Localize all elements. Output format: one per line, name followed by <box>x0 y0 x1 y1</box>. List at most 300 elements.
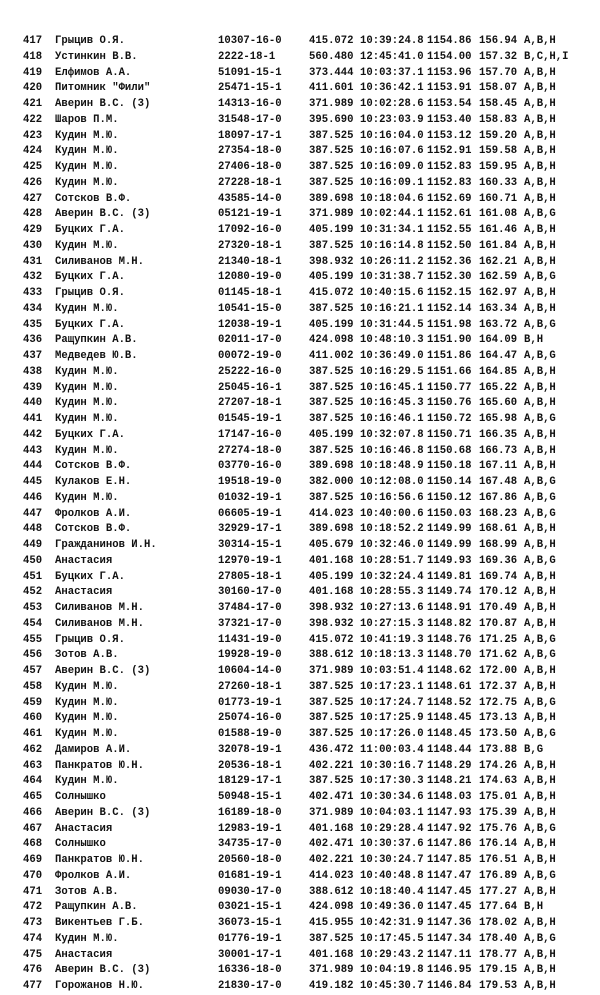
arrival-time: 10:17:45.5 <box>360 932 424 945</box>
speed: 1150.18 <box>427 460 472 473</box>
distance: 398.932 <box>309 602 354 614</box>
distance: 415.955 <box>309 917 354 929</box>
distance: 398.932 <box>309 617 354 630</box>
points: 157.70 <box>479 66 518 79</box>
points: 160.33 <box>479 176 518 189</box>
participant-name: Елфимов А.А. <box>55 66 132 79</box>
points: 165.22 <box>479 381 518 394</box>
arrival-time: 10:18:40.4 <box>360 885 424 898</box>
points: 175.76 <box>479 822 518 835</box>
points: 162.21 <box>479 255 518 268</box>
distance: 436.472 <box>309 743 354 756</box>
row-number: 452 <box>23 586 43 599</box>
points: 174.26 <box>479 759 518 772</box>
arrival-time: 10:23:03.9 <box>360 113 424 126</box>
speed: 1148.82 <box>427 617 472 630</box>
ring-number: 36073-15-1 <box>218 917 282 929</box>
ring-number: 27207-18-1 <box>218 397 282 410</box>
arrival-time: 10:49:36.0 <box>360 901 424 914</box>
row-number: 423 <box>23 129 43 142</box>
speed: 1154.86 <box>427 35 472 47</box>
speed: 1151.66 <box>427 365 472 378</box>
participant-name: Фролков А.И. <box>55 869 132 882</box>
row-number: 465 <box>23 791 43 803</box>
flags: A,B,H <box>524 161 556 173</box>
flags: A,B,H <box>524 665 556 677</box>
arrival-time: 10:03:37.1 <box>360 66 424 79</box>
arrival-time: 10:18:52.2 <box>360 523 424 536</box>
row-number: 431 <box>23 255 43 268</box>
ring-number: 10604-14-0 <box>218 665 282 677</box>
participant-name: Кудин М.Ю. <box>55 302 119 315</box>
row-number: 428 <box>23 208 43 221</box>
arrival-time: 10:42:31.9 <box>360 917 424 929</box>
speed: 1148.91 <box>427 602 472 614</box>
row-number: 476 <box>23 964 43 977</box>
participant-name: Кудин М.Ю. <box>55 129 119 142</box>
arrival-time: 11:00:03.4 <box>360 743 424 756</box>
points: 161.08 <box>479 208 518 221</box>
arrival-time: 10:18:04.6 <box>360 192 424 205</box>
points: 177.27 <box>479 885 518 898</box>
speed: 1148.44 <box>427 743 472 756</box>
flags: A,B,H <box>524 460 556 473</box>
points: 159.20 <box>479 129 518 142</box>
row-number: 471 <box>23 885 43 898</box>
arrival-time: 10:36:42.1 <box>360 82 424 95</box>
speed: 1147.45 <box>427 901 472 914</box>
distance: 419.182 <box>309 980 354 992</box>
row-number: 427 <box>23 192 43 205</box>
speed: 1149.74 <box>427 586 472 599</box>
row-number: 417 <box>23 35 43 47</box>
speed: 1148.52 <box>427 696 472 709</box>
speed: 1152.15 <box>427 287 472 299</box>
arrival-time: 10:41:19.3 <box>360 633 424 646</box>
points: 169.36 <box>479 554 518 567</box>
participant-name: Дамиров А.И. <box>55 743 132 756</box>
speed: 1147.45 <box>427 885 472 898</box>
arrival-time: 10:16:21.1 <box>360 302 424 315</box>
arrival-time: 10:40:15.6 <box>360 287 424 299</box>
arrival-time: 10:31:38.7 <box>360 271 424 284</box>
flags: A,B,G <box>524 822 556 835</box>
flags: A,B,G <box>524 491 556 504</box>
points: 161.84 <box>479 239 518 252</box>
flags: A,B,H <box>524 523 556 536</box>
participant-name: Панкратов Ю.Н. <box>55 854 145 866</box>
points: 170.87 <box>479 617 518 630</box>
speed: 1151.98 <box>427 318 472 331</box>
flags: A,B,H <box>524 838 556 851</box>
arrival-time: 10:16:09.1 <box>360 176 424 189</box>
row-number: 420 <box>23 82 43 95</box>
distance: 388.612 <box>309 649 354 662</box>
distance: 398.932 <box>309 255 354 268</box>
arrival-time: 10:26:11.2 <box>360 255 424 268</box>
arrival-time: 10:45:30.7 <box>360 980 424 992</box>
row-number: 454 <box>23 617 43 630</box>
ring-number: 20560-18-0 <box>218 854 282 866</box>
row-number: 461 <box>23 728 43 740</box>
points: 159.58 <box>479 145 518 158</box>
arrival-time: 10:16:09.0 <box>360 161 424 173</box>
distance: 415.072 <box>309 35 354 47</box>
flags: A,B,H <box>524 113 556 126</box>
row-number: 438 <box>23 365 43 378</box>
points: 172.75 <box>479 696 518 709</box>
participant-name: Анастасия <box>55 554 113 567</box>
row-number: 464 <box>23 775 43 788</box>
ring-number: 12038-19-1 <box>218 318 282 331</box>
flags: A,B,G <box>524 413 556 425</box>
ring-number: 12983-19-1 <box>218 822 282 835</box>
ring-number: 19928-19-0 <box>218 649 282 662</box>
participant-name: Анастасия <box>55 586 113 599</box>
speed: 1148.62 <box>427 665 472 677</box>
arrival-time: 10:48:10.3 <box>360 334 424 347</box>
distance: 401.168 <box>309 948 354 961</box>
flags: A,B,H <box>524 680 556 693</box>
flags: A,B,H <box>524 980 556 992</box>
arrival-time: 10:32:46.0 <box>360 539 424 551</box>
flags: A,B,H <box>524 444 556 457</box>
points: 156.94 <box>479 35 518 47</box>
participant-name: Солнышко <box>55 791 106 803</box>
ring-number: 30001-17-1 <box>218 948 282 961</box>
ring-number: 17147-16-0 <box>218 428 282 441</box>
flags: A,B,G <box>524 649 556 662</box>
distance: 387.525 <box>309 129 354 142</box>
participant-name: Аверин В.С. (3) <box>55 665 151 677</box>
speed: 1147.34 <box>427 932 472 945</box>
speed: 1150.77 <box>427 381 472 394</box>
points: 164.09 <box>479 334 518 347</box>
flags: A,B,H <box>524 428 556 441</box>
participant-name: Фролков А.И. <box>55 507 132 520</box>
participant-name: Кудин М.Ю. <box>55 413 119 425</box>
distance: 387.525 <box>309 161 354 173</box>
distance: 387.525 <box>309 680 354 693</box>
row-number: 474 <box>23 932 43 945</box>
arrival-time: 10:28:55.3 <box>360 586 424 599</box>
distance: 395.690 <box>309 113 354 126</box>
participant-name: Анастасия <box>55 822 113 835</box>
points: 177.64 <box>479 901 518 914</box>
participant-name: Кудин М.Ю. <box>55 397 119 410</box>
distance: 405.679 <box>309 539 354 551</box>
speed: 1147.36 <box>427 917 472 929</box>
flags: A,B,H <box>524 948 556 961</box>
speed: 1150.03 <box>427 507 472 520</box>
distance: 405.199 <box>309 428 354 441</box>
ring-number: 27320-18-1 <box>218 239 282 252</box>
flags: A,B,H <box>524 917 556 929</box>
arrival-time: 10:30:37.6 <box>360 838 424 851</box>
flags: A,B,H <box>524 287 556 299</box>
distance: 387.525 <box>309 145 354 158</box>
speed: 1149.93 <box>427 554 472 567</box>
ring-number: 12970-19-1 <box>218 554 282 567</box>
points: 168.23 <box>479 507 518 520</box>
points: 172.00 <box>479 665 518 677</box>
row-number: 429 <box>23 224 43 236</box>
flags: A,B,H <box>524 539 556 551</box>
participant-name: Силиванов М.Н. <box>55 602 145 614</box>
flags: A,B,H <box>524 192 556 205</box>
distance: 387.525 <box>309 728 354 740</box>
row-number: 468 <box>23 838 43 851</box>
arrival-time: 10:16:14.8 <box>360 239 424 252</box>
speed: 1147.85 <box>427 854 472 866</box>
ring-number: 18097-17-1 <box>218 129 282 142</box>
row-number: 434 <box>23 302 43 315</box>
arrival-time: 10:02:44.1 <box>360 208 424 221</box>
ring-number: 25222-16-0 <box>218 365 282 378</box>
flags: A,B,H <box>524 791 556 803</box>
speed: 1152.91 <box>427 145 472 158</box>
ring-number: 06605-19-1 <box>218 507 282 520</box>
points: 169.74 <box>479 570 518 583</box>
flags: A,B,H <box>524 602 556 614</box>
ring-number: 37484-17-0 <box>218 602 282 614</box>
participant-name: Медведев Ю.В. <box>55 350 138 362</box>
speed: 1146.84 <box>427 980 472 992</box>
ring-number: 10541-15-0 <box>218 302 282 315</box>
speed: 1152.83 <box>427 176 472 189</box>
participant-name: Питомник "Фили" <box>55 82 151 95</box>
row-number: 456 <box>23 649 43 662</box>
row-number: 422 <box>23 113 43 126</box>
ring-number: 27228-18-1 <box>218 176 282 189</box>
ring-number: 03770-16-0 <box>218 460 282 473</box>
ring-number: 31548-17-0 <box>218 113 282 126</box>
arrival-time: 10:18:13.3 <box>360 649 424 662</box>
participant-name: Кудин М.Ю. <box>55 696 119 709</box>
speed: 1152.36 <box>427 255 472 268</box>
arrival-time: 10:32:24.4 <box>360 570 424 583</box>
ring-number: 01681-19-1 <box>218 869 282 882</box>
points: 166.73 <box>479 444 518 457</box>
speed: 1147.47 <box>427 869 472 882</box>
flags: A,B,H <box>524 617 556 630</box>
ring-number: 01032-19-1 <box>218 491 282 504</box>
participant-name: Кудин М.Ю. <box>55 176 119 189</box>
speed: 1152.50 <box>427 239 472 252</box>
ring-number: 25074-16-0 <box>218 712 282 725</box>
row-number: 457 <box>23 665 43 677</box>
speed: 1152.61 <box>427 208 472 221</box>
speed: 1148.76 <box>427 633 472 646</box>
arrival-time: 10:17:24.7 <box>360 696 424 709</box>
distance: 389.698 <box>309 460 354 473</box>
speed: 1148.70 <box>427 649 472 662</box>
row-number: 475 <box>23 948 43 961</box>
points: 171.25 <box>479 633 518 646</box>
row-number: 430 <box>23 239 43 252</box>
arrival-time: 10:40:48.8 <box>360 869 424 882</box>
distance: 560.480 <box>309 50 354 63</box>
ring-number: 19518-19-0 <box>218 476 282 488</box>
participant-name: Сотсков В.Ф. <box>55 523 132 536</box>
arrival-time: 10:12:08.0 <box>360 476 424 488</box>
row-number: 466 <box>23 806 43 819</box>
ring-number: 01773-19-1 <box>218 696 282 709</box>
ring-number: 14313-16-0 <box>218 98 282 110</box>
participant-name: Анастасия <box>55 948 113 961</box>
distance: 414.023 <box>309 507 354 520</box>
row-number: 455 <box>23 633 43 646</box>
flags: A,B,G <box>524 318 556 331</box>
ring-number: 17092-16-0 <box>218 224 282 236</box>
points: 158.07 <box>479 82 518 95</box>
arrival-time: 10:30:16.7 <box>360 759 424 772</box>
arrival-time: 10:16:45.3 <box>360 397 424 410</box>
arrival-time: 10:16:46.8 <box>360 444 424 457</box>
speed: 1150.68 <box>427 444 472 457</box>
row-number: 435 <box>23 318 43 331</box>
flags: A,B,H <box>524 854 556 866</box>
flags: A,B,G <box>524 728 556 740</box>
arrival-time: 12:45:41.0 <box>360 50 424 63</box>
arrival-time: 10:17:26.0 <box>360 728 424 740</box>
participant-name: Кудин М.Ю. <box>55 161 119 173</box>
flags: A,B,G <box>524 633 556 646</box>
distance: 371.989 <box>309 806 354 819</box>
flags: B,H <box>524 334 544 347</box>
participant-name: Сотсков В.Ф. <box>55 192 132 205</box>
points: 178.02 <box>479 917 518 929</box>
arrival-time: 10:31:34.1 <box>360 224 424 236</box>
speed: 1148.29 <box>427 759 472 772</box>
flags: A,B,H <box>524 82 556 95</box>
ring-number: 30314-15-1 <box>218 539 282 551</box>
ring-number: 02011-17-0 <box>218 334 282 347</box>
points: 170.12 <box>479 586 518 599</box>
speed: 1150.76 <box>427 397 472 410</box>
flags: A,B,H <box>524 302 556 315</box>
flags: A,B,G <box>524 932 556 945</box>
distance: 415.072 <box>309 633 354 646</box>
points: 178.77 <box>479 948 518 961</box>
participant-name: Кудин М.Ю. <box>55 145 119 158</box>
arrival-time: 10:04:19.8 <box>360 964 424 977</box>
speed: 1150.12 <box>427 491 472 504</box>
row-number: 459 <box>23 696 43 709</box>
arrival-time: 10:31:44.5 <box>360 318 424 331</box>
ring-number: 20536-18-1 <box>218 759 282 772</box>
flags: A,B,H <box>524 35 556 47</box>
row-number: 425 <box>23 161 43 173</box>
ring-number: 27274-18-0 <box>218 444 282 457</box>
speed: 1147.93 <box>427 806 472 819</box>
points: 165.98 <box>479 413 518 425</box>
row-number: 458 <box>23 680 43 693</box>
flags: A,B,H <box>524 66 556 79</box>
distance: 415.072 <box>309 287 354 299</box>
participant-name: Силиванов М.Н. <box>55 255 145 268</box>
arrival-time: 10:30:24.7 <box>360 854 424 866</box>
speed: 1152.69 <box>427 192 472 205</box>
participant-name: Кудин М.Ю. <box>55 728 119 740</box>
participant-name: Аверин В.С. (3) <box>55 964 151 977</box>
ring-number: 50948-15-1 <box>218 791 282 803</box>
distance: 405.199 <box>309 224 354 236</box>
flags: A,B,G <box>524 271 556 284</box>
row-number: 473 <box>23 917 43 929</box>
ring-number: 27260-18-1 <box>218 680 282 693</box>
participant-name: Кудин М.Ю. <box>55 680 119 693</box>
flags: A,B,H <box>524 255 556 268</box>
participant-name: Кудин М.Ю. <box>55 444 119 457</box>
flags: A,B,H <box>524 239 556 252</box>
ring-number: 01145-18-1 <box>218 287 282 299</box>
row-number: 445 <box>23 476 43 488</box>
points: 176.14 <box>479 838 518 851</box>
points: 175.39 <box>479 806 518 819</box>
row-number: 450 <box>23 554 43 567</box>
speed: 1153.12 <box>427 129 472 142</box>
speed: 1153.96 <box>427 66 472 79</box>
ring-number: 32078-19-1 <box>218 743 282 756</box>
participant-name: Панкратов Ю.Н. <box>55 759 145 772</box>
flags: A,B,H <box>524 775 556 788</box>
distance: 405.199 <box>309 271 354 284</box>
distance: 387.525 <box>309 397 354 410</box>
distance: 387.525 <box>309 696 354 709</box>
distance: 373.444 <box>309 66 354 79</box>
distance: 402.471 <box>309 838 354 851</box>
ring-number: 51091-15-1 <box>218 66 282 79</box>
distance: 411.601 <box>309 82 354 95</box>
distance: 401.168 <box>309 554 354 567</box>
distance: 387.525 <box>309 413 354 425</box>
points: 165.60 <box>479 397 518 410</box>
participant-name: Кудин М.Ю. <box>55 775 119 788</box>
points: 166.35 <box>479 428 518 441</box>
participant-name: Буцких Г.А. <box>55 224 125 236</box>
arrival-time: 10:28:51.7 <box>360 554 424 567</box>
points: 158.45 <box>479 98 518 110</box>
distance: 371.989 <box>309 964 354 977</box>
speed: 1146.95 <box>427 964 472 977</box>
distance: 387.525 <box>309 712 354 725</box>
participant-name: Горожанов Н.Ю. <box>55 980 145 992</box>
row-number: 446 <box>23 491 43 504</box>
points: 178.40 <box>479 932 518 945</box>
arrival-time: 10:30:34.6 <box>360 791 424 803</box>
speed: 1148.61 <box>427 680 472 693</box>
participant-name: Грыцив О.Я. <box>55 633 125 646</box>
ring-number: 18129-17-1 <box>218 775 282 788</box>
row-number: 421 <box>23 98 43 110</box>
ring-number: 2222-18-1 <box>218 50 276 63</box>
row-number: 477 <box>23 980 43 992</box>
flags: B,G <box>524 743 544 756</box>
speed: 1147.11 <box>427 948 472 961</box>
flags: A,B,G <box>524 554 556 567</box>
participant-name: Кудин М.Ю. <box>55 381 119 394</box>
arrival-time: 10:32:07.8 <box>360 428 424 441</box>
ring-number: 01588-19-0 <box>218 728 282 740</box>
participant-name: Кудин М.Ю. <box>55 239 119 252</box>
flags: A,B,H <box>524 806 556 819</box>
row-number: 443 <box>23 444 43 457</box>
participant-name: Сотсков В.Ф. <box>55 460 132 473</box>
points: 173.88 <box>479 743 518 756</box>
arrival-time: 10:17:30.3 <box>360 775 424 788</box>
row-number: 441 <box>23 413 43 425</box>
